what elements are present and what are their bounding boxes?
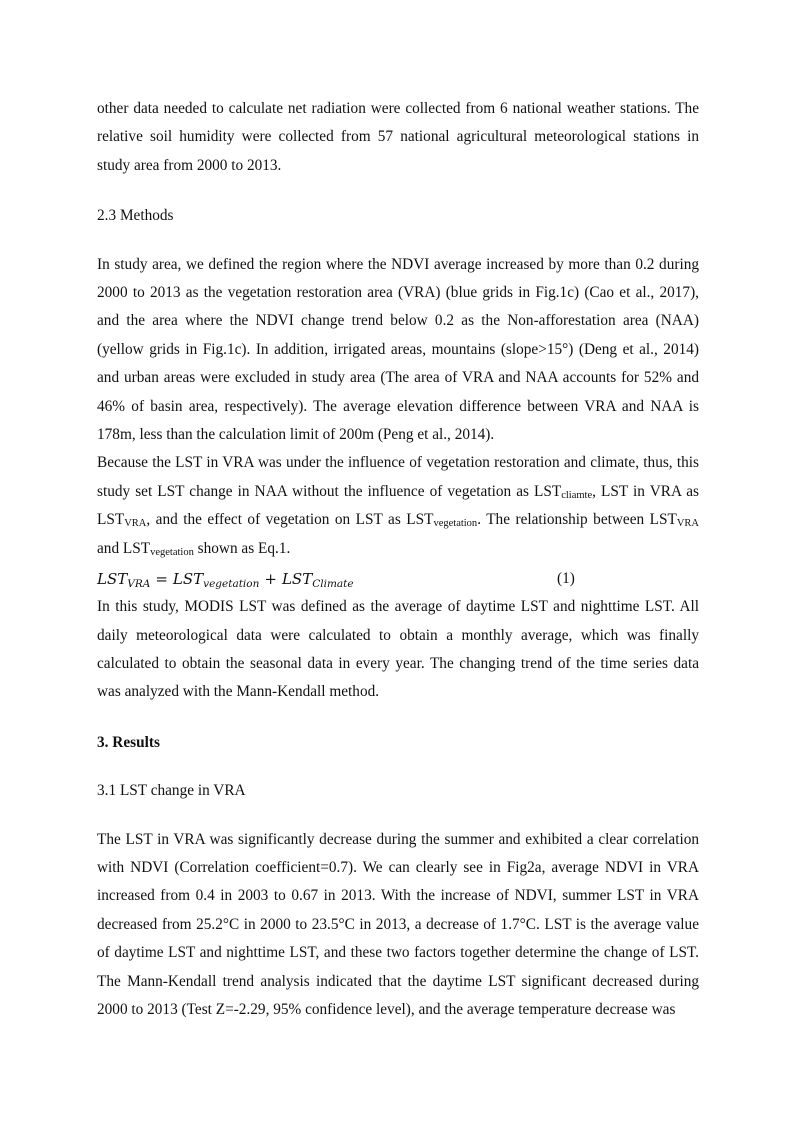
eq-lhs: LST — [97, 570, 128, 589]
eq-term2-subscript: Climate — [312, 578, 354, 591]
text-span: shown as Eq.1. — [193, 539, 291, 557]
paragraph-lst-results: The LST in VRA was significantly decrease during the summer and exhibited a clear correlation with NDVI (Correlation coefficient=0.7). We can clearly see in Fig2a, average NDVI in VRA increased from 0.4 in 2003 to 0.67 in 2013. With the increase of NDVI, summer LST in VRA decreased from 25.2°C in 2000 to 23.5°C in 2013, a decrease of 1.7°C. LST is the average value of daytime LST and nighttime LST, and these two factors together determine the change of LST. The Mann-Kendall trend analysis indicated that the daytime LST significant decreased during 2000 to 2013 (Test Z=-2.29, 95% confidence level), and the average temperature decrease was — [97, 830, 699, 1018]
eq-equals: = — [155, 570, 168, 589]
equation-1 — [97, 565, 699, 593]
subsection-heading-lst-change: 3.1 LST change in VRA — [97, 782, 246, 800]
paragraph-data-sources: other data needed to calculate net radiation were collected from 6 national weather stations. The relative soil humidity were collected from 57 national agricultural meteorological stations in study area from 2000 to 2013. — [97, 100, 699, 174]
paragraph-methods-definition: In study area, we defined the region where the NDVI average increased by more than 0.2 during 2000 to 2013 as the vegetation restoration area (VRA) (blue grids in Fig.1c) (Cao et al., 2017), and the area where the NDVI change trend below 0.2 as the Non-afforestation area (NAA) (yellow grids in Fig.1c). In addition, irrigated areas, mountains (slope>15°) (Deng et al., 2014) and urban areas were excluded in study area (The area of VRA and NAA accounts for 52% and 46% of basin area, respectively). The average elevation difference between VRA and NAA is 178m, less than the calculation limit of 200m (Peng et al., 2014). — [97, 255, 699, 444]
text-span: , and the effect of vegetation on LST as LST — [146, 511, 434, 529]
eq-term2: LST — [281, 570, 313, 589]
subscript-vra: VRA — [124, 518, 147, 530]
text-span: Because the LST in VRA was under the influence of vegetation restoration and climate, thus, this study set LST change in NAA without the influence of vegetation as LST — [97, 454, 699, 500]
subscript-vegetation: vegetation — [433, 518, 478, 530]
section-heading-methods: 2.3 Methods — [97, 207, 174, 225]
subscript-climate: cliamte — [561, 489, 593, 501]
paragraph-modis: In this study, MODIS LST was defined as the average of daytime LST and nighttime LST. All daily meteorological data were calculated to obtain a monthly average, which was finally calculated to obtain the seasonal data in every year. The changing trend of the time series data was analyzed with the Mann-Kendall method. — [97, 598, 699, 701]
subscript-vegetation: vegetation — [150, 546, 194, 558]
eq-term1-subscript: vegetation — [203, 578, 260, 591]
section-heading-results: 3. Results — [97, 733, 160, 751]
eq-lhs-subscript: VRA — [127, 578, 151, 591]
equation-expression — [97, 565, 354, 593]
subscript-vra: VRA — [676, 518, 699, 530]
eq-term1: LST — [172, 570, 204, 589]
text-span: and LST — [97, 539, 151, 557]
paragraph-lst-components — [97, 449, 699, 563]
document-page — [97, 95, 699, 1024]
text-span: , LST in VRA as LST — [97, 482, 699, 529]
text-span: . The relationship between LST — [477, 511, 677, 529]
eq-plus: + — [264, 570, 277, 589]
equation-number: (1) — [557, 570, 575, 588]
